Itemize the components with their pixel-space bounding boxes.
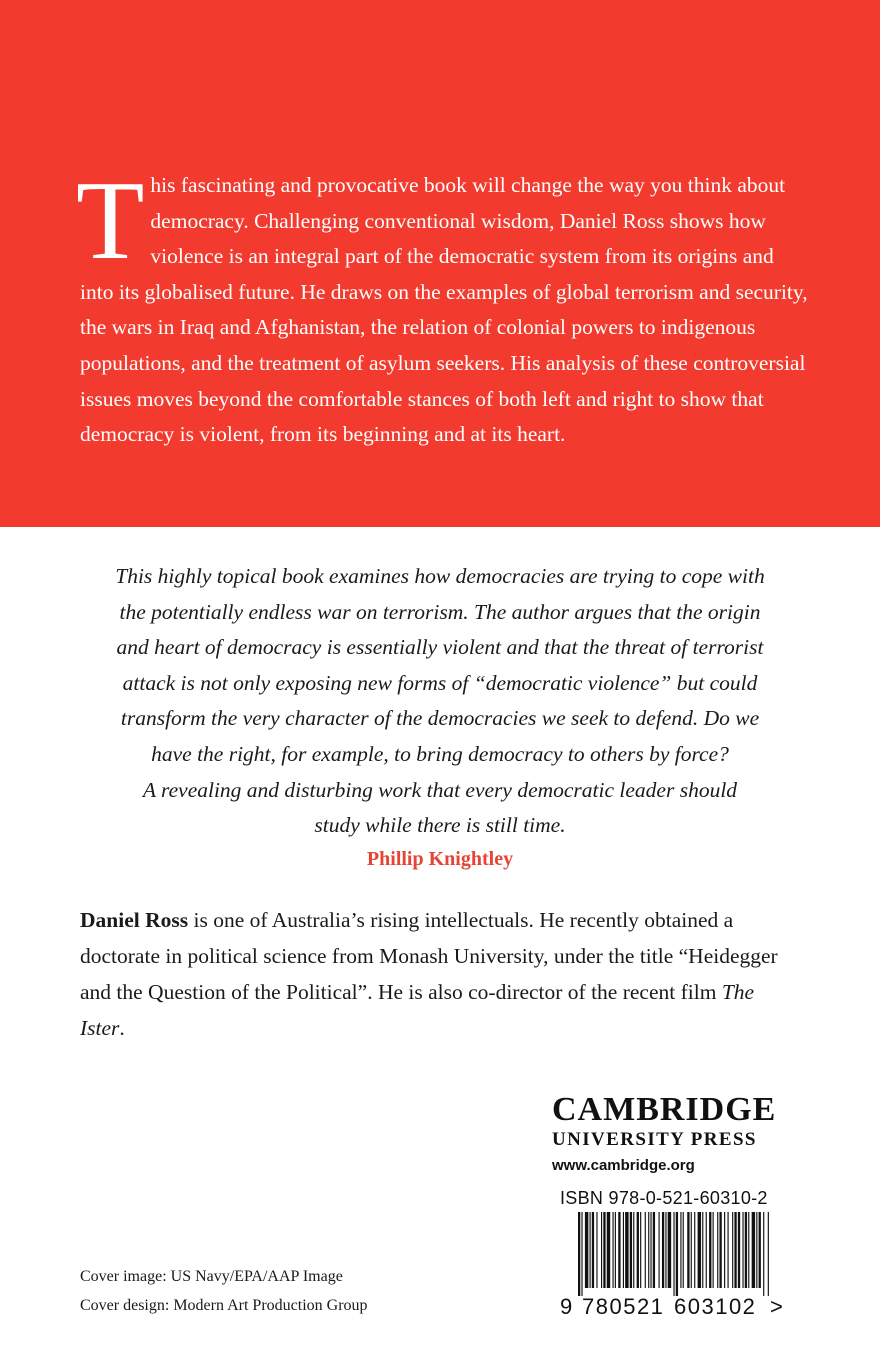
- quote-line: This highly topical book examines how democracies are trying to cope with: [115, 564, 765, 588]
- barcode-bar: [633, 1212, 634, 1288]
- barcode-bar: [585, 1212, 588, 1288]
- barcode-bar: [673, 1212, 674, 1296]
- publisher-subtitle: UNIVERSITY PRESS: [552, 1129, 757, 1150]
- barcode-bar: [618, 1212, 620, 1288]
- barcode-bar: [662, 1212, 664, 1288]
- cover-credits: [80, 1262, 368, 1320]
- bio-text: is one of Australia’s rising intellectuals. He recently obtained a doctorate in political science from Monash University, under the title “Heidegger and the Question of the Political”. He is also co-director of the recent film: [80, 908, 778, 1004]
- barcode-bar: [709, 1212, 711, 1288]
- barcode-bar: [596, 1212, 597, 1288]
- barcode-bar: [603, 1212, 605, 1288]
- publisher-url: www.cambridge.org: [552, 1157, 695, 1174]
- cover-design-credit: Cover design: Modern Art Production Group: [80, 1297, 368, 1314]
- quote-line: attack is not only exposing new forms of “democratic violence” but could: [122, 670, 758, 695]
- barcode-bar: [680, 1212, 681, 1288]
- publisher-logo: [552, 1092, 812, 1178]
- barcode-bar: [625, 1212, 628, 1288]
- barcode-bar: [581, 1212, 582, 1296]
- film-title: The Ister: [80, 980, 755, 1040]
- barcode-bar: [768, 1212, 769, 1296]
- barcode-bar: [676, 1212, 678, 1296]
- drop-cap: T: [76, 159, 145, 283]
- barcode-bar: [637, 1212, 639, 1288]
- barcode-bar: [623, 1212, 624, 1288]
- barcode-bar: [745, 1212, 747, 1288]
- barcode-bar: [590, 1212, 591, 1288]
- barcode-bar: [687, 1212, 689, 1288]
- barcode-bar: [648, 1212, 649, 1288]
- barcode-bar: [732, 1212, 733, 1288]
- barcode-bar: [752, 1212, 755, 1288]
- barcode-bar: [702, 1212, 703, 1288]
- barcode-bar: [763, 1212, 764, 1296]
- quote-line: have the right, for example, to bring democracy to others by force?: [151, 741, 729, 766]
- quote-line: transform the very character of the democracies we seek to defend. Do we: [120, 706, 760, 731]
- barcode-bar: [706, 1212, 707, 1288]
- barcode-digits-group1: 780521: [582, 1294, 665, 1318]
- endorsement-quote: [90, 559, 790, 844]
- quote-line: A revealing and disturbing work that every democratic leader should: [142, 777, 738, 802]
- barcode-bar: [698, 1212, 701, 1288]
- barcode-bar: [665, 1212, 666, 1288]
- barcode-bar: [748, 1212, 749, 1288]
- back-cover-blurb: [76, 159, 810, 453]
- barcode-bar: [601, 1212, 602, 1288]
- barcode-bar: [578, 1212, 580, 1296]
- blurb-text: his fascinating and provocative book will change the way you think about democracy. Challenging conventional wisdom, Daniel Ross shows how violence is an integral part of the democratic system from its origins and into its globalised future. He draws on the examples of global terrorism and security, the wars in Iraq and Afghanistan, the relation of colonial powers to indigenous populations, and the treatment of asylum seekers. His analysis of these controversial issues moves beyond the comfortable stances of both left and right to show that democracy is violent, from its beginning and at its heart.: [80, 173, 808, 447]
- barcode-bar: [630, 1212, 632, 1288]
- barcode-bar: [653, 1212, 655, 1288]
- barcode-bar: [717, 1212, 718, 1288]
- barcode-bar: [668, 1212, 671, 1288]
- barcode-bar: [694, 1212, 695, 1288]
- barcode-bar: [759, 1212, 761, 1288]
- barcode-bar: [713, 1212, 714, 1288]
- barcode-arrow: >: [770, 1294, 783, 1318]
- isbn-barcode: [558, 1212, 790, 1318]
- barcode-bar: [659, 1212, 660, 1288]
- isbn-label: ISBN 978-0-521-60310-2: [560, 1188, 768, 1208]
- author-name: Daniel Ross: [80, 908, 189, 932]
- barcode-bar: [650, 1212, 651, 1288]
- barcode-bar: [615, 1212, 616, 1288]
- quote-line: the potentially endless war on terrorism. The author argues that the origin: [119, 599, 761, 624]
- quote-line: study while there is still time.: [314, 813, 566, 838]
- barcode-bar: [691, 1212, 692, 1288]
- cover-image-credit: Cover image: US Navy/EPA/AAP Image: [80, 1268, 343, 1285]
- quote-author: Phillip Knightley: [366, 848, 514, 870]
- barcode-digits-group2: 603102: [674, 1294, 757, 1318]
- barcode-bar: [640, 1212, 641, 1288]
- barcode-bar: [724, 1212, 725, 1288]
- barcode-bar: [728, 1212, 729, 1288]
- barcode-bar: [645, 1212, 646, 1288]
- barcode-bar: [683, 1212, 684, 1288]
- barcode-bar: [719, 1212, 721, 1288]
- publisher-name: CAMBRIDGE: [552, 1091, 777, 1128]
- barcode-bar: [607, 1212, 610, 1288]
- barcode-bar: [734, 1212, 736, 1288]
- barcode-bar: [592, 1212, 594, 1288]
- author-bio: [80, 902, 800, 1046]
- barcode-digit-first: 9: [560, 1294, 573, 1318]
- barcode-bar: [613, 1212, 614, 1288]
- bio-text-end: .: [119, 1016, 125, 1040]
- barcode-bar: [738, 1212, 740, 1288]
- barcode-bar: [742, 1212, 743, 1288]
- quote-line: and heart of democracy is essentially violent and that the threat of terrorist: [116, 635, 764, 660]
- barcode-bar: [756, 1212, 757, 1288]
